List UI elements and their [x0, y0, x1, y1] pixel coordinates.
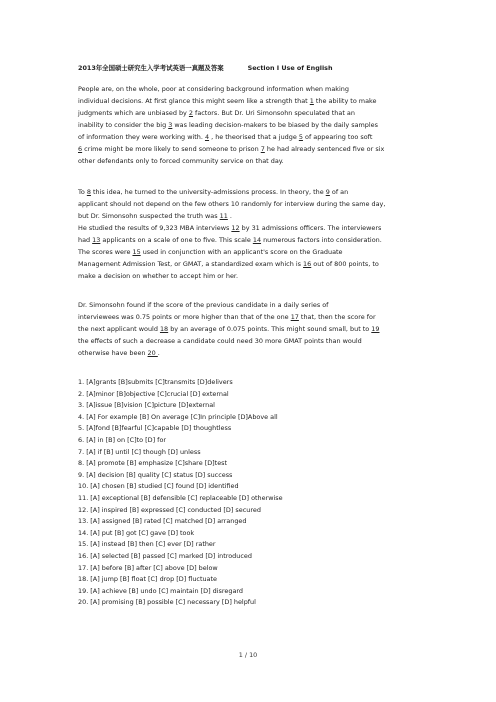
text-line [78, 299, 420, 311]
text-line [78, 311, 420, 323]
blank-number: 7 [260, 145, 265, 153]
text-run: of appearing too soft [302, 133, 373, 141]
text-run: make a decision on whether to accept him or her. [78, 272, 239, 280]
text-run: was leading decision-makers to be biased by the daily samples [172, 121, 378, 129]
text-line [78, 335, 420, 347]
option-line: 3. [A]issue [B]vision [C]picture [D]external [78, 401, 215, 410]
blank-number: 5 [298, 133, 303, 141]
text-run: numerous factors into consideration. [261, 236, 382, 244]
option-line: 20. [A] promising [B] possible [C] necessary [D] helpful [78, 598, 256, 607]
text-run: other defendants only to forced community service on that day. [78, 157, 284, 165]
text-run: judgments which are unbiased by [78, 109, 189, 117]
text-run: of an [329, 188, 349, 196]
blank-number: 20 [147, 349, 158, 357]
text-line [78, 246, 420, 258]
text-run: of information they were working with. [78, 133, 205, 141]
text-run: To [78, 188, 87, 196]
text-run: the next applicant would [78, 325, 160, 333]
option-line: 15. [A] instead [B] then [C] ever [D] rather [78, 540, 216, 549]
text-run: otherwise have been [78, 349, 148, 357]
text-run: had [78, 236, 93, 244]
text-run: inability to consider the big [78, 121, 169, 129]
text-line [78, 323, 420, 335]
option-line: 2. [A]minor [B]objective [C]crucial [D] external [78, 389, 229, 398]
text-run: . [157, 349, 160, 357]
text-line [78, 258, 420, 270]
option-line: 1. [A]grants [B]submits [C]transmits [D]delivers [78, 378, 233, 386]
text-run: Management Admission Test, or GMAT, a standardized exam which is [78, 260, 304, 268]
page-title [78, 63, 333, 72]
blank-number: 6 [78, 145, 83, 153]
option-line: 5. [A]fond [B]fearful [C]capable [D] thoughtless [78, 424, 232, 433]
section-heading: Section I Use of English [247, 64, 333, 72]
blank-number: 14 [252, 236, 262, 244]
text-run: out of 800 points, to [311, 260, 379, 268]
option-line: 9. [A] decision [B] quality [C] status [D] success [78, 470, 233, 479]
option-line: 7. [A] if [B] until [C] though [D] unless [78, 447, 201, 456]
text-run: He studied the results of 9,323 MBA interviews [78, 224, 232, 232]
text-line [78, 83, 420, 95]
option-line: 4. [A] For example [B] On average [C]In principle [D]Above all [78, 412, 278, 421]
title-cn: 2013年全国硕士研究生入学考试英语一真题及答案 [78, 64, 224, 72]
text-line [78, 186, 420, 198]
text-line [78, 119, 420, 131]
option-line: 18. [A] jump [B] float [C] drop [D] fluctuate [78, 575, 217, 584]
text-line [78, 143, 420, 155]
text-run: interviewees was 0.75 points or more higher than that of the one [78, 313, 291, 321]
blank-number: 8 [86, 188, 91, 196]
text-run: factors. But Dr. Uri Simonsohn speculated that an [193, 109, 355, 117]
option-line: 19. [A] achieve [B] undo [C] maintain [D] disregard [78, 586, 244, 595]
text-run: The scores were [78, 248, 133, 256]
option-line: 8. [A] promote [B] emphasize [C]share [D]test [78, 459, 228, 468]
blank-number: 17 [290, 313, 299, 321]
option-line: 10. [A] chosen [B] studied [C] found [D] identified [78, 482, 239, 491]
text-line [78, 131, 420, 143]
text-line [78, 347, 420, 359]
text-run: that, then the score for [298, 313, 376, 321]
blank-number: 13 [92, 236, 101, 244]
paragraph-2 [78, 186, 420, 282]
text-run: individual decisions. At first glance this might seem like a strength that [78, 97, 310, 105]
text-line [78, 107, 420, 119]
text-run: . [227, 212, 232, 220]
option-line: 16. [A] selected [B] passed [C] marked [D] introduced [78, 551, 252, 560]
blank-number: 11 [219, 212, 228, 220]
text-run: used in conjunction with an applicant's score on the Graduate [140, 248, 343, 256]
option-line: 11. [A] exceptional [B] defensible [C] replaceable [D] otherwise [78, 493, 283, 502]
text-line [78, 210, 420, 222]
blank-number: 19 [371, 325, 380, 333]
text-run: by an average of 0.075 points. This might sound small, but to [168, 325, 372, 333]
blank-number: 18 [159, 325, 169, 333]
option-line: 13. [A] assigned [B] rated [C] matched [D] arranged [78, 517, 247, 526]
blank-number: 4 [204, 133, 210, 141]
text-run: the effects of such a decrease a candidate could need 30 more GMAT points than would [78, 337, 362, 345]
option-line: 17. [A] before [B] after [C] above [D] below [78, 563, 218, 572]
blank-number: 3 [168, 121, 173, 129]
text-line [78, 222, 420, 234]
text-run: the ability to make [313, 97, 377, 105]
text-run: , he theorised that a judge [209, 133, 299, 141]
text-line [78, 270, 420, 282]
text-line [78, 95, 420, 107]
text-run: but Dr. Simonsohn suspected the truth was [78, 212, 220, 220]
blank-number: 16 [303, 260, 312, 268]
text-run: this idea, he turned to the university-admissions process. In theory, the [90, 188, 326, 196]
option-line: 14. [A] put [B] got [C] gave [D] took [78, 528, 195, 537]
blank-number: 12 [231, 224, 240, 232]
text-run: People are, on the whole, poor at considering background information when making [78, 85, 349, 93]
text-run: applicant should not depend on the few others 10 randomly for interview during the same day, [78, 200, 386, 208]
blank-number: 2 [188, 109, 194, 117]
text-run: he had already sentenced five or six [264, 145, 385, 153]
text-line [78, 155, 420, 167]
answer-options-list [78, 377, 283, 609]
paragraph-1 [78, 83, 420, 167]
blank-number: 15 [132, 248, 141, 256]
paragraph-3 [78, 299, 420, 359]
text-run: by 31 admissions officers. The interviewers [239, 224, 382, 232]
text-line [78, 234, 420, 246]
text-run: crime might be more likely to send someone to prison [82, 145, 261, 153]
option-line: 12. [A] inspired [B] expressed [C] conducted [D] secured [78, 505, 261, 514]
blank-number: 9 [325, 188, 330, 196]
text-line [78, 198, 420, 210]
option-line: 6. [A] in [B] on [C]to [D] for [78, 435, 167, 444]
text-run: Dr. Simonsohn found if the score of the previous candidate in a daily series of [78, 301, 329, 309]
page-number: 1 / 10 [238, 651, 258, 659]
blank-number: 1 [309, 97, 314, 105]
text-run: applicants on a scale of one to five. This scale [100, 236, 253, 244]
